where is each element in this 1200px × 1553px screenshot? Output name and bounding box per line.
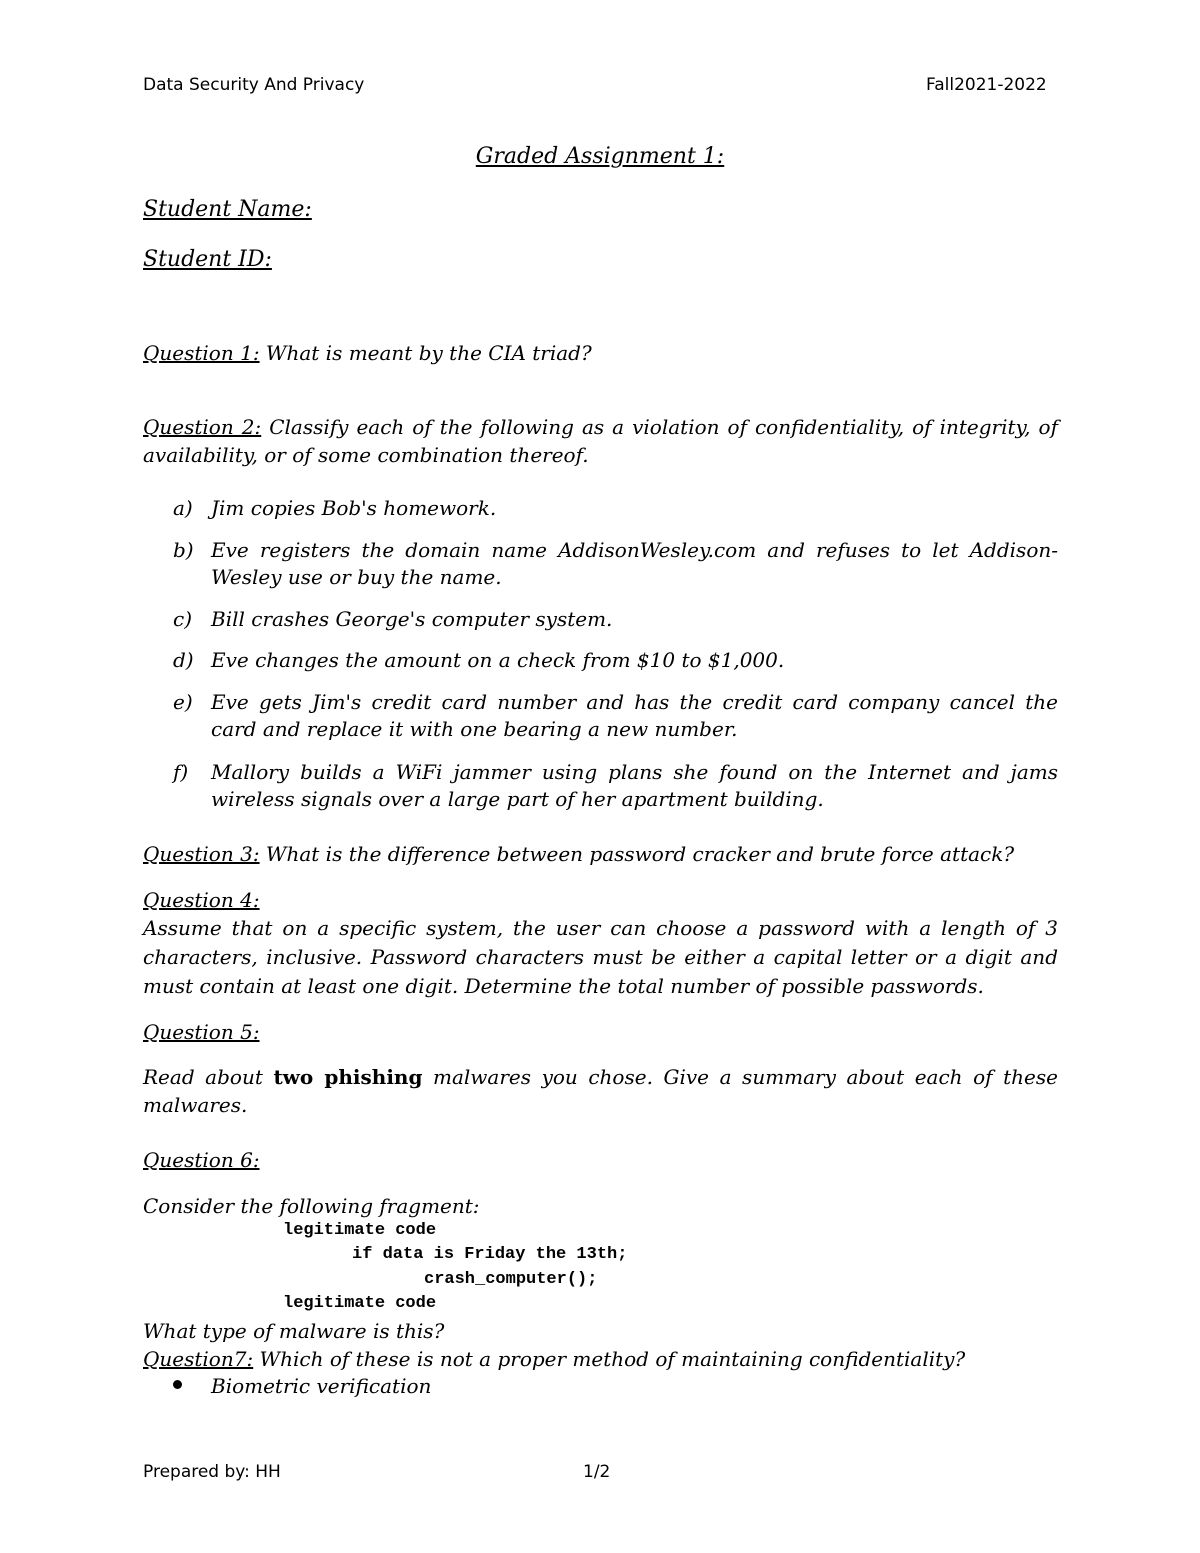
list-item-text: Mallory builds a WiFi jammer using plans she found on the Internet and jams wireless signals over a large part of her apartment building. [211, 760, 1058, 811]
question-5-text-after: malwares you chose. Give a summary about each of these malwares. [143, 1065, 1058, 1117]
header-semester: Fall2021-2022 [926, 75, 1047, 95]
code-line: legitimate code [283, 1294, 437, 1313]
question-2-label: Question 2: [143, 415, 262, 439]
list-marker: c) [173, 607, 193, 631]
bullet-icon [173, 1380, 182, 1389]
list-marker: d) [173, 648, 194, 672]
question-7-label: Question7: [143, 1347, 254, 1371]
question-7-text: Which of these is not a proper method of maintaining confidentiality? [253, 1347, 966, 1371]
question-5-bold: two phishing [273, 1065, 423, 1089]
list-item-text: Eve gets Jim's credit card number and has the credit card company cancel the card and replace it with one bearing a new number. [211, 690, 1058, 741]
list-item [173, 689, 1058, 743]
question-4-text: Assume that on a specific system, the user can choose a password with a length of 3 characters, inclusive. Password characters must be either a capital letter or a digit and must contain at least one digit. Determine the total number of possible passwords. [143, 916, 1058, 998]
question-1 [143, 339, 1058, 367]
code-line: crash_computer(); [424, 1270, 598, 1289]
list-item [173, 606, 1058, 633]
footer-page-number: 1/2 [583, 1462, 611, 1482]
question-1-label: Question 1: [143, 341, 260, 365]
list-item-text: Eve registers the domain name AddisonWesley.com and refuses to let Addison-Wesley use or buy the name. [211, 538, 1058, 589]
question-6-intro: Consider the following fragment: [143, 1194, 480, 1218]
list-marker: a) [173, 496, 193, 520]
question-2-text: Classify each of the following as a violation of confidentiality, of integrity, of availability, or of some combination thereof. [143, 415, 1058, 467]
question-7-option: Biometric verification [211, 1374, 432, 1398]
question-7 [143, 1345, 1058, 1373]
list-item [173, 537, 1058, 591]
assignment-title: Graded Assignment 1: [475, 144, 725, 169]
question-5-text [143, 1063, 1058, 1119]
header-course-title: Data Security And Privacy [143, 75, 365, 95]
student-id-label: Student ID: [143, 247, 272, 272]
list-marker: e) [173, 690, 193, 714]
list-item-text: Bill crashes George's computer system. [211, 607, 613, 631]
list-marker: f) [173, 760, 189, 784]
list-item [173, 495, 1058, 522]
question-3-label: Question 3: [143, 842, 260, 866]
code-line: legitimate code [283, 1221, 437, 1240]
list-item-text: Eve changes the amount on a check from $10 to $1,000. [211, 648, 785, 672]
question-3-text: What is the difference between password cracker and brute force attack? [259, 842, 1015, 866]
list-item-text: Jim copies Bob's homework. [211, 496, 497, 520]
question-1-text: What is meant by the CIA triad? [259, 341, 592, 365]
list-marker: b) [173, 538, 194, 562]
list-item [173, 647, 1058, 674]
question-5-label: Question 5: [143, 1020, 260, 1044]
list-item [173, 759, 1058, 813]
question-6-question: What type of malware is this? [143, 1319, 445, 1343]
question-4-label: Question 4: [143, 888, 260, 912]
footer-prepared-by: Prepared by: HH [143, 1462, 281, 1482]
student-name-label: Student Name: [143, 197, 312, 222]
code-line: if data is Friday the 13th; [352, 1245, 628, 1264]
question-6-label: Question 6: [143, 1148, 260, 1172]
question-3 [143, 840, 1058, 868]
question-2 [143, 413, 1058, 469]
question-5-text-before: Read about [143, 1065, 274, 1089]
